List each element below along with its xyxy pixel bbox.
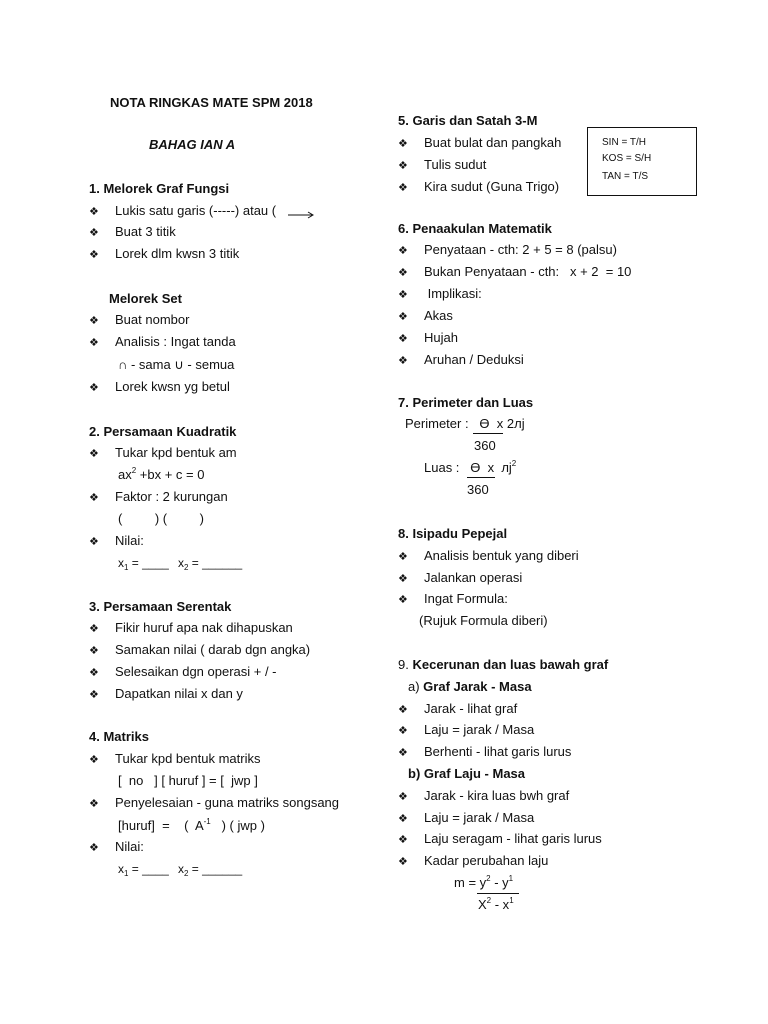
- s6-heading: 6. Penaakulan Matematik: [398, 221, 552, 236]
- s2-item-1-text: ❖ Tukar kpd bentuk am: [115, 445, 237, 460]
- s1-set-item-3-text: ❖ Lorek kwsn yg betul: [115, 379, 230, 394]
- s1-set-item-1-text: ❖ Buat nombor: [115, 312, 190, 327]
- s9-a-title: a) Graf Jarak - Masa: [408, 679, 532, 694]
- page-title: NOTA RINGKAS MATE SPM 2018: [110, 95, 313, 110]
- s2-x2: $x_2$ = ______: [178, 556, 243, 572]
- s9-gradient-denominator: $X^2 - x^1$: [478, 896, 514, 912]
- s8-item-3-text: ❖ Ingat Formula:: [424, 591, 508, 606]
- s9-heading: 9. Kecerunan dan luas bawah graf: [398, 657, 609, 672]
- s7-area-fraction-line: [467, 477, 495, 478]
- s4-x2: $x_2$ = ______: [178, 862, 243, 878]
- s1-item-1-text: ❖ Lukis satu garis (-----) atau (: [115, 203, 277, 218]
- s9-gradient-fraction-line: [477, 893, 519, 894]
- s7-perimeter-formula: Perimeter : ϴ x 2лj: [405, 416, 525, 431]
- s6-item-3: [398, 286, 482, 303]
- s1-set-item-3: [89, 379, 230, 396]
- s2-item-3: [89, 533, 144, 550]
- s4-item-2: [89, 795, 340, 812]
- s6-item-2: [398, 264, 632, 281]
- s6-item-4: [398, 308, 453, 325]
- s3-item-3: [89, 664, 277, 681]
- s9-b-item-1: [398, 788, 570, 805]
- s1-sub-heading: Melorek Set: [109, 291, 182, 306]
- s9-a-item-1-text: ❖ Jarak - lihat graf: [424, 701, 518, 716]
- s2-item-3-text: ❖ Nilai:: [115, 533, 144, 548]
- s9-b-item-3: [398, 831, 602, 848]
- s8-heading: 8. Isipadu Pepejal: [398, 526, 508, 541]
- s7-perimeter-fraction-line: [473, 433, 503, 434]
- s5-item-3-text: ❖ Kira sudut (Guna Trigo): [424, 179, 560, 194]
- s9-a-item-3-text: ❖ Berhenti - lihat garis lurus: [424, 744, 572, 759]
- s3-item-1: [89, 620, 293, 637]
- s6-item-4-text: ❖ Akas: [424, 308, 453, 323]
- s3-item-3-text: ❖ Selesaikan dgn operasi + / -: [115, 664, 277, 679]
- s4-item-1-text: ❖ Tukar kpd bentuk matriks: [115, 751, 261, 766]
- s9-a-item-2: [398, 722, 535, 739]
- s1-item-3-text: ❖ Lorek dlm kwsn 3 titik: [115, 246, 240, 261]
- trig-kos: KOS = S/H: [602, 153, 652, 164]
- s1-item-2-text: ❖ Buat 3 titik: [115, 224, 176, 239]
- s6-item-6-text: ❖ Aruhan / Deduksi: [424, 352, 524, 367]
- s4-item-3: [89, 839, 144, 856]
- s1-set-item-2: [89, 334, 236, 351]
- s5-item-3: [398, 179, 560, 196]
- s4-item-3-text: ❖ Nilai:: [115, 839, 144, 854]
- s1-item-3: [89, 246, 240, 263]
- s1-set-note: ∩ - sama ∪ - semua: [118, 357, 235, 372]
- s7-area-denominator: 360: [467, 482, 489, 497]
- s9-b-item-3-text: ❖ Laju seragam - lihat garis lurus: [424, 831, 602, 846]
- s6-item-5-text: ❖ Hujah: [424, 330, 458, 345]
- s1-heading: 1. Melorek Graf Fungsi: [89, 181, 230, 196]
- s8-note: (Rujuk Formula diberi): [419, 613, 548, 628]
- s1-set-item-1: [89, 312, 190, 329]
- s1-item-1: [89, 203, 277, 220]
- s8-item-3: [398, 591, 508, 608]
- s6-item-1: [398, 242, 617, 259]
- s8-item-2-text: ❖ Jalankan operasi: [424, 570, 523, 585]
- s6-item-1-text: ❖ Penyataan - cth: 2 + 5 = 8 (palsu): [424, 242, 617, 257]
- s6-item-6: [398, 352, 524, 369]
- s5-item-1-text: ❖ Buat bulat dan pangkah: [424, 135, 562, 150]
- s2-heading: 2. Persamaan Kuadratik: [89, 424, 237, 439]
- s6-item-3-text: ❖ Implikasi:: [424, 286, 482, 301]
- s1-set-item-2-text: ❖ Analisis : Ingat tanda: [115, 334, 236, 349]
- s5-heading: 5. Garis dan Satah 3-M: [398, 113, 538, 128]
- s8-item-2: [398, 570, 523, 587]
- s4-item-1: [89, 751, 261, 768]
- s2-item-1: [89, 445, 237, 462]
- s4-inverse-matrix: [huruf] = ( $A^{-1}$ ) ( jwp ): [118, 817, 265, 833]
- s8-item-1: [398, 548, 579, 565]
- s9-b-item-4: [398, 853, 549, 870]
- s9-gradient-numerator: $m = y^2 - y^1$: [454, 874, 514, 890]
- s4-item-2-text: ❖ Penyelesaian - guna matriks songsang: [115, 795, 340, 810]
- s2-x1: $x_1$ = ____: [118, 556, 169, 572]
- s2-item-2: [89, 489, 228, 506]
- s4-heading: 4. Matriks: [89, 729, 149, 744]
- s9-a-item-2-text: ❖ Laju = jarak / Masa: [424, 722, 535, 737]
- s3-item-2-text: ❖ Samakan nilai ( darab dgn angka): [115, 642, 311, 657]
- s9-a-item-1: [398, 701, 518, 718]
- s3-item-4: [89, 686, 243, 703]
- s9-b-title: b) Graf Laju - Masa: [408, 766, 526, 781]
- s2-brackets: ( ) ( ): [118, 511, 204, 526]
- trig-tan: TAN = T/S: [602, 171, 649, 182]
- s9-b-item-2-text: ❖ Laju = jarak / Masa: [424, 810, 535, 825]
- s7-perimeter-denominator: 360: [474, 438, 496, 453]
- s6-item-5: [398, 330, 458, 347]
- trig-ratio-box: [587, 127, 697, 196]
- s2-item-2-text: ❖ Faktor : 2 kurungan: [115, 489, 228, 504]
- trig-sin: SIN = T/H: [602, 137, 646, 148]
- s2-equation: $ax^2 +bx + c = 0$: [118, 466, 205, 482]
- s3-item-4-text: ❖ Dapatkan nilai x dan y: [115, 686, 243, 701]
- s8-item-1-text: ❖ Analisis bentuk yang diberi: [424, 548, 579, 563]
- s3-heading: 3. Persamaan Serentak: [89, 599, 232, 614]
- s9-b-item-2: [398, 810, 535, 827]
- s9-b-item-4-text: ❖ Kadar perubahan laju: [424, 853, 549, 868]
- s7-heading: 7. Perimeter dan Luas: [398, 395, 534, 410]
- s5-item-1: [398, 135, 562, 152]
- s9-a-item-3: [398, 744, 572, 761]
- s4-x1: $x_1$ = ____: [118, 862, 169, 878]
- section-subtitle: BAHAG IAN A: [149, 137, 236, 152]
- s6-item-2-text: ❖ Bukan Penyataan - cth: x + 2 = 10: [424, 264, 632, 279]
- s7-area-formula: Luas : ϴ x $лj^2$: [424, 459, 517, 475]
- s5-item-2-text: ❖ Tulis sudut: [424, 157, 487, 172]
- s4-matrix-form: [ no ] [ huruf ] = [ jwp ]: [118, 773, 258, 788]
- s5-item-2: [398, 157, 487, 174]
- s3-item-2: [89, 642, 311, 659]
- s3-item-1-text: ❖ Fikir huruf apa nak dihapuskan: [115, 620, 293, 635]
- arrow-icon: [288, 210, 314, 220]
- s1-item-2: [89, 224, 176, 241]
- s9-b-item-1-text: ❖ Jarak - kira luas bwh graf: [424, 788, 570, 803]
